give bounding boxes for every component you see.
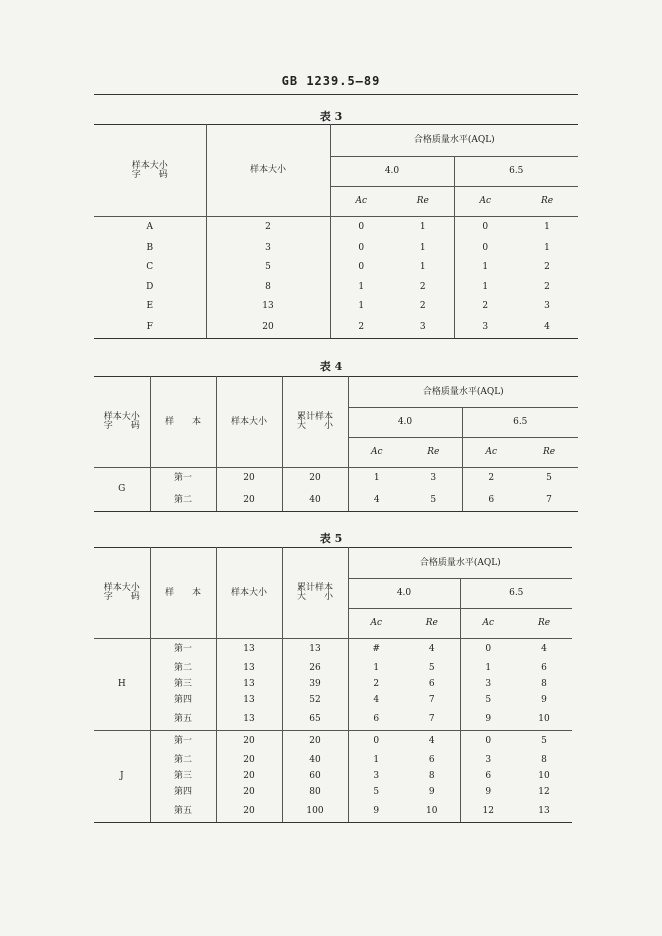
table-row xyxy=(94,753,572,769)
table4-ac-header-2: Ac xyxy=(462,438,520,468)
code-cell: F xyxy=(94,317,206,339)
sample-cell: 第四 xyxy=(150,785,216,801)
ac-cell: 1 xyxy=(373,663,380,673)
ac-cell: 0 xyxy=(358,242,365,253)
sample-cell: 第二 xyxy=(150,490,216,512)
size-cell: 13 xyxy=(216,677,282,693)
ac-cell: 0 xyxy=(485,736,492,747)
table5-header-size: 样本大小 xyxy=(216,548,282,639)
table-row xyxy=(94,239,578,259)
cumulative-cell: 60 xyxy=(282,769,348,785)
table3-ac-header-2: Ac xyxy=(454,187,516,217)
size-cell: 20 xyxy=(216,801,282,823)
table5-ac-header-1: Ac xyxy=(348,609,404,639)
ac-cell: 6 xyxy=(462,490,520,512)
re-cell: 1 xyxy=(544,242,550,253)
table4-ac-header-1: Ac xyxy=(348,438,405,468)
size-cell: 2 xyxy=(206,217,330,239)
code-cell: E xyxy=(94,297,206,317)
code-cell: B xyxy=(94,239,206,259)
table5-ac-header-2: Ac xyxy=(460,609,516,639)
re-cell: 2 xyxy=(392,297,454,317)
re-cell: 7 xyxy=(404,693,460,709)
re-cell: 1 xyxy=(392,258,454,278)
re-cell: 1 xyxy=(392,217,454,239)
size-cell: 13 xyxy=(216,693,282,709)
table5-header-code: 样本大小 字 码 xyxy=(94,548,150,639)
cumulative-cell: 39 xyxy=(282,677,348,693)
size-cell: 20 xyxy=(216,753,282,769)
table3-header-code: 样本大小 字 码 xyxy=(94,125,206,217)
cumulative-cell: 40 xyxy=(282,753,348,769)
table-row xyxy=(94,693,572,709)
re-cell: 6 xyxy=(404,753,460,769)
table-row xyxy=(94,217,578,239)
ac-cell: 1 xyxy=(373,755,380,765)
code-cell: A xyxy=(94,217,206,239)
re-cell: 2 xyxy=(544,281,550,292)
size-cell: 13 xyxy=(216,709,282,731)
table3-caption: 表 3 xyxy=(319,110,343,123)
table3-ac-header-1: Ac xyxy=(330,187,392,217)
ac-cell: 9 xyxy=(485,787,492,797)
ac-cell: 1 xyxy=(485,663,492,673)
table5-caption: 表 5 xyxy=(319,532,343,545)
re-cell: 5 xyxy=(546,473,552,484)
re-cell: 4 xyxy=(404,731,460,753)
table-row xyxy=(94,677,572,693)
ac-cell: 4 xyxy=(348,490,405,512)
ac-cell: 0 xyxy=(358,262,365,273)
ac-cell: 1 xyxy=(482,262,489,273)
table5-re-header-1: Re xyxy=(404,609,460,639)
table-row xyxy=(94,468,578,490)
table4-header-size: 样本大小 xyxy=(216,377,282,468)
ac-cell: 9 xyxy=(348,801,404,823)
sample-cell: 第二 xyxy=(150,753,216,769)
re-cell: 8 xyxy=(404,769,460,785)
ac-cell: 5 xyxy=(373,787,380,797)
re-cell: 7 xyxy=(404,709,460,731)
table5-header-sample: 样 本 xyxy=(150,548,216,639)
ac-cell: 1 xyxy=(373,473,380,484)
re-cell: 4 xyxy=(404,639,460,661)
table4 xyxy=(94,376,578,512)
ac-cell: 0 xyxy=(358,222,365,233)
ac-cell: 1 xyxy=(358,301,365,312)
cumulative-cell: 100 xyxy=(282,801,348,823)
code-cell: J xyxy=(94,731,150,823)
table-row xyxy=(94,801,572,823)
table4-header-aql: 合格质量水平(AQL) xyxy=(348,377,578,408)
sample-cell: 第一 xyxy=(150,468,216,490)
ac-cell: 2 xyxy=(488,473,495,484)
sample-cell: 第一 xyxy=(150,731,216,753)
re-cell: 6 xyxy=(541,663,547,673)
table4-header-cum: 累计样本 大 小 xyxy=(282,377,348,468)
table4-header-code: 样本大小 字 码 xyxy=(94,377,150,468)
re-cell: 1 xyxy=(544,222,550,233)
table-row xyxy=(94,278,578,298)
table3-aql-level-1: 4.0 xyxy=(330,157,454,187)
re-cell: 5 xyxy=(541,736,547,747)
ac-cell: 2 xyxy=(330,317,392,339)
size-cell: 3 xyxy=(206,239,330,259)
cumulative-cell: 52 xyxy=(282,693,348,709)
re-cell: 3 xyxy=(392,317,454,339)
table4-aql-level-2: 6.5 xyxy=(462,408,578,438)
cumulative-cell: 20 xyxy=(282,468,348,490)
table4-body xyxy=(94,468,578,512)
table-row xyxy=(94,490,578,512)
ac-cell: 12 xyxy=(460,801,516,823)
ac-cell: 6 xyxy=(485,771,492,781)
ac-cell: 4 xyxy=(373,695,380,705)
sample-cell: 第五 xyxy=(150,801,216,823)
code-cell: H xyxy=(94,639,150,731)
table5 xyxy=(94,547,572,823)
table5-body xyxy=(94,639,572,823)
size-cell: 8 xyxy=(206,278,330,298)
ac-cell: 2 xyxy=(482,301,489,312)
re-cell: 3 xyxy=(405,468,462,490)
re-cell: 7 xyxy=(520,490,578,512)
size-cell: 20 xyxy=(216,490,282,512)
cumulative-cell: 40 xyxy=(282,490,348,512)
table-row xyxy=(94,297,578,317)
size-cell: 13 xyxy=(216,639,282,661)
re-cell: 8 xyxy=(541,755,547,765)
size-cell: 20 xyxy=(216,468,282,490)
table-row xyxy=(94,661,572,677)
table-row xyxy=(94,769,572,785)
table5-aql-level-1: 4.0 xyxy=(348,579,460,609)
code-cell: G xyxy=(94,468,150,512)
header-rule xyxy=(94,94,578,95)
ac-cell: 1 xyxy=(358,281,365,292)
table4-aql-level-1: 4.0 xyxy=(348,408,462,438)
sample-cell: 第四 xyxy=(150,693,216,709)
re-cell: 5 xyxy=(404,661,460,677)
size-cell: 5 xyxy=(206,258,330,278)
ac-cell: 3 xyxy=(485,679,492,689)
sample-cell: 第五 xyxy=(150,709,216,731)
table3-header-aql: 合格质量水平(AQL) xyxy=(330,125,578,157)
table3-header-size: 样本大小 xyxy=(206,125,330,217)
re-cell: 8 xyxy=(541,679,547,689)
size-cell: 20 xyxy=(216,769,282,785)
sample-cell: 第二 xyxy=(150,661,216,677)
table5-header-aql: 合格质量水平(AQL) xyxy=(348,548,572,579)
table5-header-cum: 累计样本 大 小 xyxy=(282,548,348,639)
cumulative-cell: 20 xyxy=(282,731,348,753)
re-cell: 2 xyxy=(544,262,550,273)
size-cell: 20 xyxy=(216,785,282,801)
table5-re-header-2: Re xyxy=(516,609,572,639)
table-row xyxy=(94,639,572,661)
size-cell: 20 xyxy=(216,731,282,753)
table3 xyxy=(94,124,578,339)
table-row xyxy=(94,317,578,339)
cumulative-cell: 26 xyxy=(282,661,348,677)
re-cell: 10 xyxy=(404,801,460,823)
table-row xyxy=(94,731,572,753)
table4-re-header-1: Re xyxy=(405,438,462,468)
code-cell: C xyxy=(94,258,206,278)
ac-cell: 3 xyxy=(454,317,516,339)
re-cell: 3 xyxy=(544,301,550,312)
table-row xyxy=(94,258,578,278)
re-cell: 4 xyxy=(516,317,578,339)
re-cell: 2 xyxy=(392,278,454,298)
code-cell: D xyxy=(94,278,206,298)
ac-cell: 0 xyxy=(482,222,489,233)
table3-re-header-1: Re xyxy=(392,187,454,217)
re-cell: 6 xyxy=(404,677,460,693)
ac-cell: 3 xyxy=(485,755,492,765)
sample-cell: 第三 xyxy=(150,677,216,693)
re-cell: 10 xyxy=(538,771,550,781)
cumulative-cell: 13 xyxy=(282,639,348,661)
re-cell: 12 xyxy=(538,787,550,797)
table4-caption: 表 4 xyxy=(319,360,343,373)
re-cell: 9 xyxy=(404,785,460,801)
cumulative-cell: 65 xyxy=(282,709,348,731)
table-row xyxy=(94,709,572,731)
cumulative-cell: 80 xyxy=(282,785,348,801)
re-cell: 13 xyxy=(516,801,572,823)
size-cell: 13 xyxy=(206,297,330,317)
table5-aql-level-2: 6.5 xyxy=(460,579,572,609)
ac-cell: # xyxy=(372,644,381,655)
sample-cell: 第三 xyxy=(150,769,216,785)
re-cell: 5 xyxy=(405,490,462,512)
ac-cell: 6 xyxy=(348,709,404,731)
re-cell: 10 xyxy=(516,709,572,731)
ac-cell: 1 xyxy=(482,281,489,292)
re-cell: 4 xyxy=(541,644,547,655)
re-cell: 9 xyxy=(541,695,547,705)
ac-cell: 0 xyxy=(482,242,489,253)
size-cell: 20 xyxy=(206,317,330,339)
table4-header-sample: 样 本 xyxy=(150,377,216,468)
ac-cell: 3 xyxy=(373,771,380,781)
ac-cell: 2 xyxy=(373,679,380,689)
re-cell: 1 xyxy=(392,239,454,259)
ac-cell: 0 xyxy=(373,736,380,747)
size-cell: 13 xyxy=(216,661,282,677)
table3-aql-level-2: 6.5 xyxy=(454,157,578,187)
sample-cell: 第一 xyxy=(150,639,216,661)
table-row xyxy=(94,785,572,801)
document-header: GB 1239.5—89 xyxy=(281,74,381,88)
ac-cell: 9 xyxy=(460,709,516,731)
table3-body xyxy=(94,217,578,339)
ac-cell: 0 xyxy=(485,644,492,655)
table3-re-header-2: Re xyxy=(516,187,578,217)
ac-cell: 5 xyxy=(485,695,492,705)
table4-re-header-2: Re xyxy=(520,438,578,468)
